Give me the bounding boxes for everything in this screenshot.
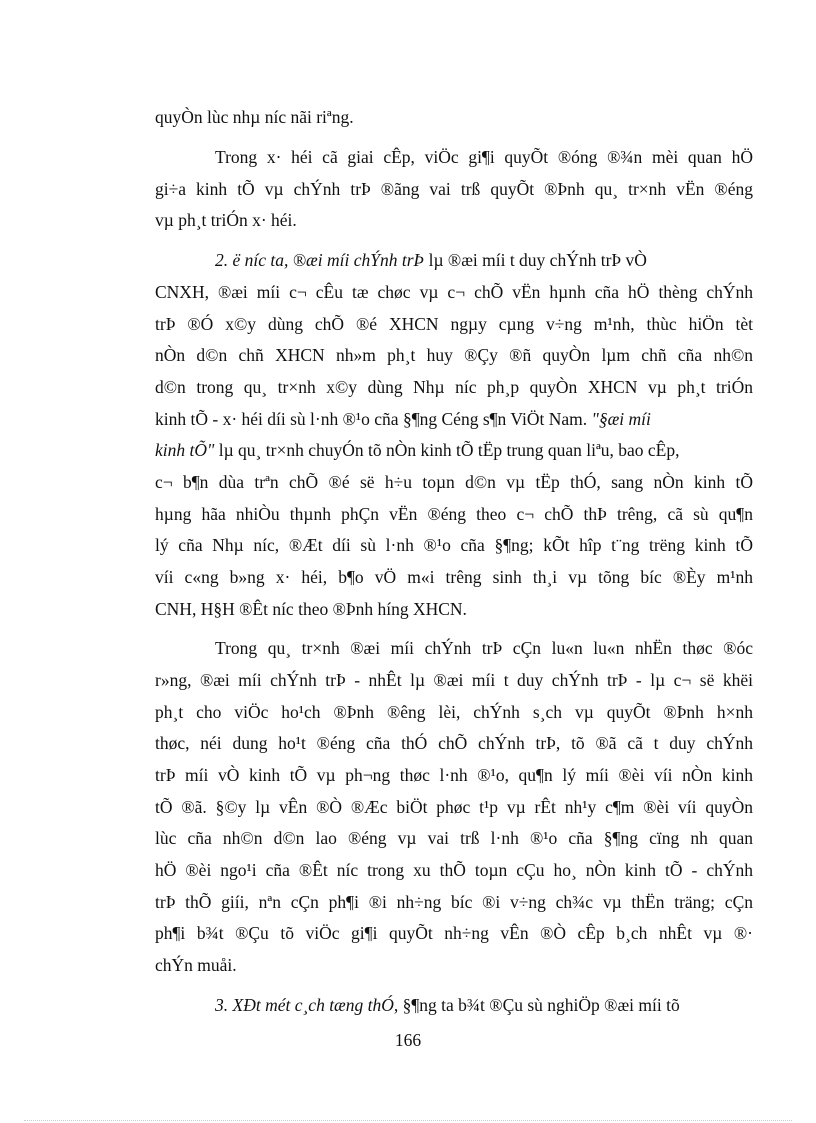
text-line: gi÷a kinh tÕ vµ chÝnh trÞ ®ãng vai trß quyÕt ®Þnh qu¸ tr×nh vËn ®éng [155, 179, 753, 199]
text-run: lµ ®æi míi t duy chÝnh trÞ vÒ [424, 250, 647, 270]
paragraph-3-first-line [215, 994, 753, 1016]
text-line: r»ng, ®æi míi chÝnh trÞ - nhÊt lµ ®æi míi t duy chÝnh trÞ - lµ c¬ së khëi [155, 670, 753, 690]
text-line: lùc cña nh©n d©n lao ®éng vµ vai trß l·nh ®¹o cña §¶ng cïng nh quan [155, 828, 753, 848]
text-line: quyÒn lùc nhµ níc nãi riªng. [155, 107, 354, 127]
text-line: hµng hãa nhiÒu thµnh phÇn vËn ®éng theo c¬ chÕ thÞ trêng, cã sù qu¶n [155, 504, 753, 524]
text-line: Trong qu¸ tr×nh ®æi míi chÝnh trÞ cÇn lu«n lu«n nhËn thøc ®óc [215, 638, 753, 658]
italic-phrase: 3. XÐt mét c¸ch tæng thÓ, [215, 995, 399, 1015]
text-line: Trong x· héi cã giai cÊp, viÖc gi¶i quyÕt ®óng ®¾n mèi quan hÖ [215, 147, 753, 167]
page-bottom-rule [24, 1120, 792, 1121]
text-line: ph¶i b¾t ®Çu tõ viÖc gi¶i quyÕt nh÷ng vÊn ®Ò cÊp b¸ch nhÊt vµ ®· [155, 923, 753, 943]
text-line: vµ ph¸t triÓn x· héi. [155, 210, 297, 230]
text-line: trÞ ®Ó x©y dùng chÕ ®é XHCN ngµy cµng v÷ng m¹nh, thùc hiÖn tèt [155, 314, 753, 334]
text-run: kinh tÕ - x· héi díi sù l·nh ®¹o cña §¶ng Céng s¶n ViÖt Nam. [155, 409, 588, 429]
text-line-with-quote [155, 439, 753, 461]
paragraph-number: 2. [215, 250, 229, 270]
page-number: 166 [394, 1030, 422, 1050]
text-line: ph¸t cho viÖc ho¹ch ®Þnh ®êng lèi, chÝnh s¸ch vµ quyÕt ®Þnh h×nh [155, 702, 753, 722]
italic-quote: kinh tÕ" [155, 440, 215, 460]
text-run: §¶ng ta b¾t ®Çu sù nghiÖp ®æi míi tõ [398, 995, 680, 1015]
text-line: víi c«ng b»ng x· héi, b¶o vÖ m«i trêng sinh th¸i vµ tõng bíc ®Èy m¹nh [155, 567, 753, 587]
text-line: lý cña Nhµ níc, ®Æt díi sù l·nh ®¹o cña §¶ng; kÕt hîp t¨ng trëng kinh tÕ [155, 535, 753, 555]
text-line: d©n trong qu¸ tr×nh x©y dùng Nhµ níc ph¸p quyÒn XHCN vµ ph¸t triÓn [155, 377, 753, 397]
text-line: chÝn muåi. [155, 955, 237, 975]
text-line: thøc, néi dung ho¹t ®éng cña thÓ chÕ chÝnh trÞ, tõ ®ã cã t duy chÝnh [155, 733, 753, 753]
text-line: trÞ thÕ giíi, nªn cÇn ph¶i ®i nh÷ng bíc ®i v÷ng ch¾c vµ thËn träng; cÇn [155, 892, 753, 912]
text-line: hÖ ®èi ngo¹i cña ®Êt níc trong xu thÕ toµn cÇu ho¸ nÒn kinh tÕ - chÝnh [155, 860, 753, 880]
italic-phrase: ë níc ta, ®æi míi chÝnh trÞ [228, 250, 425, 270]
text-line: trÞ míi vÒ kinh tÕ vµ ph¬ng thøc l·nh ®¹o, qu¶n lý míi ®èi víi nÒn kinh [155, 765, 753, 785]
text-run: lµ qu¸ tr×nh chuyÓn tõ nÒn kinh tÕ tËp trung quan liªu, bao cÊp, [214, 440, 680, 460]
text-line: nÒn d©n chñ XHCN nh»m ph¸t huy ®Çy ®ñ quyÒn lµm chñ cña nh©n [155, 345, 753, 365]
text-line: CNXH, ®æi míi c¬ cÊu tæ chøc vµ c¬ chÕ vËn hµnh cña hÖ thèng chÝnh [155, 282, 753, 302]
italic-quote: "§æi míi [591, 409, 651, 429]
text-line: tÕ ®ã. §©y lµ vÊn ®Ò ®Æc biÖt phøc t¹p vµ rÊt nh¹y c¶m ®èi víi quyÒn [155, 797, 753, 817]
paragraph-2-first-line [215, 249, 753, 271]
text-line: CNH, H§H ®Êt níc theo ®Þnh híng XHCN. [155, 599, 467, 619]
text-line: c¬ b¶n dùa trªn chÕ ®é së h÷u toµn d©n vµ tËp thÓ, sang nÒn kinh tÕ [155, 472, 753, 492]
text-line-with-quote [155, 408, 753, 430]
